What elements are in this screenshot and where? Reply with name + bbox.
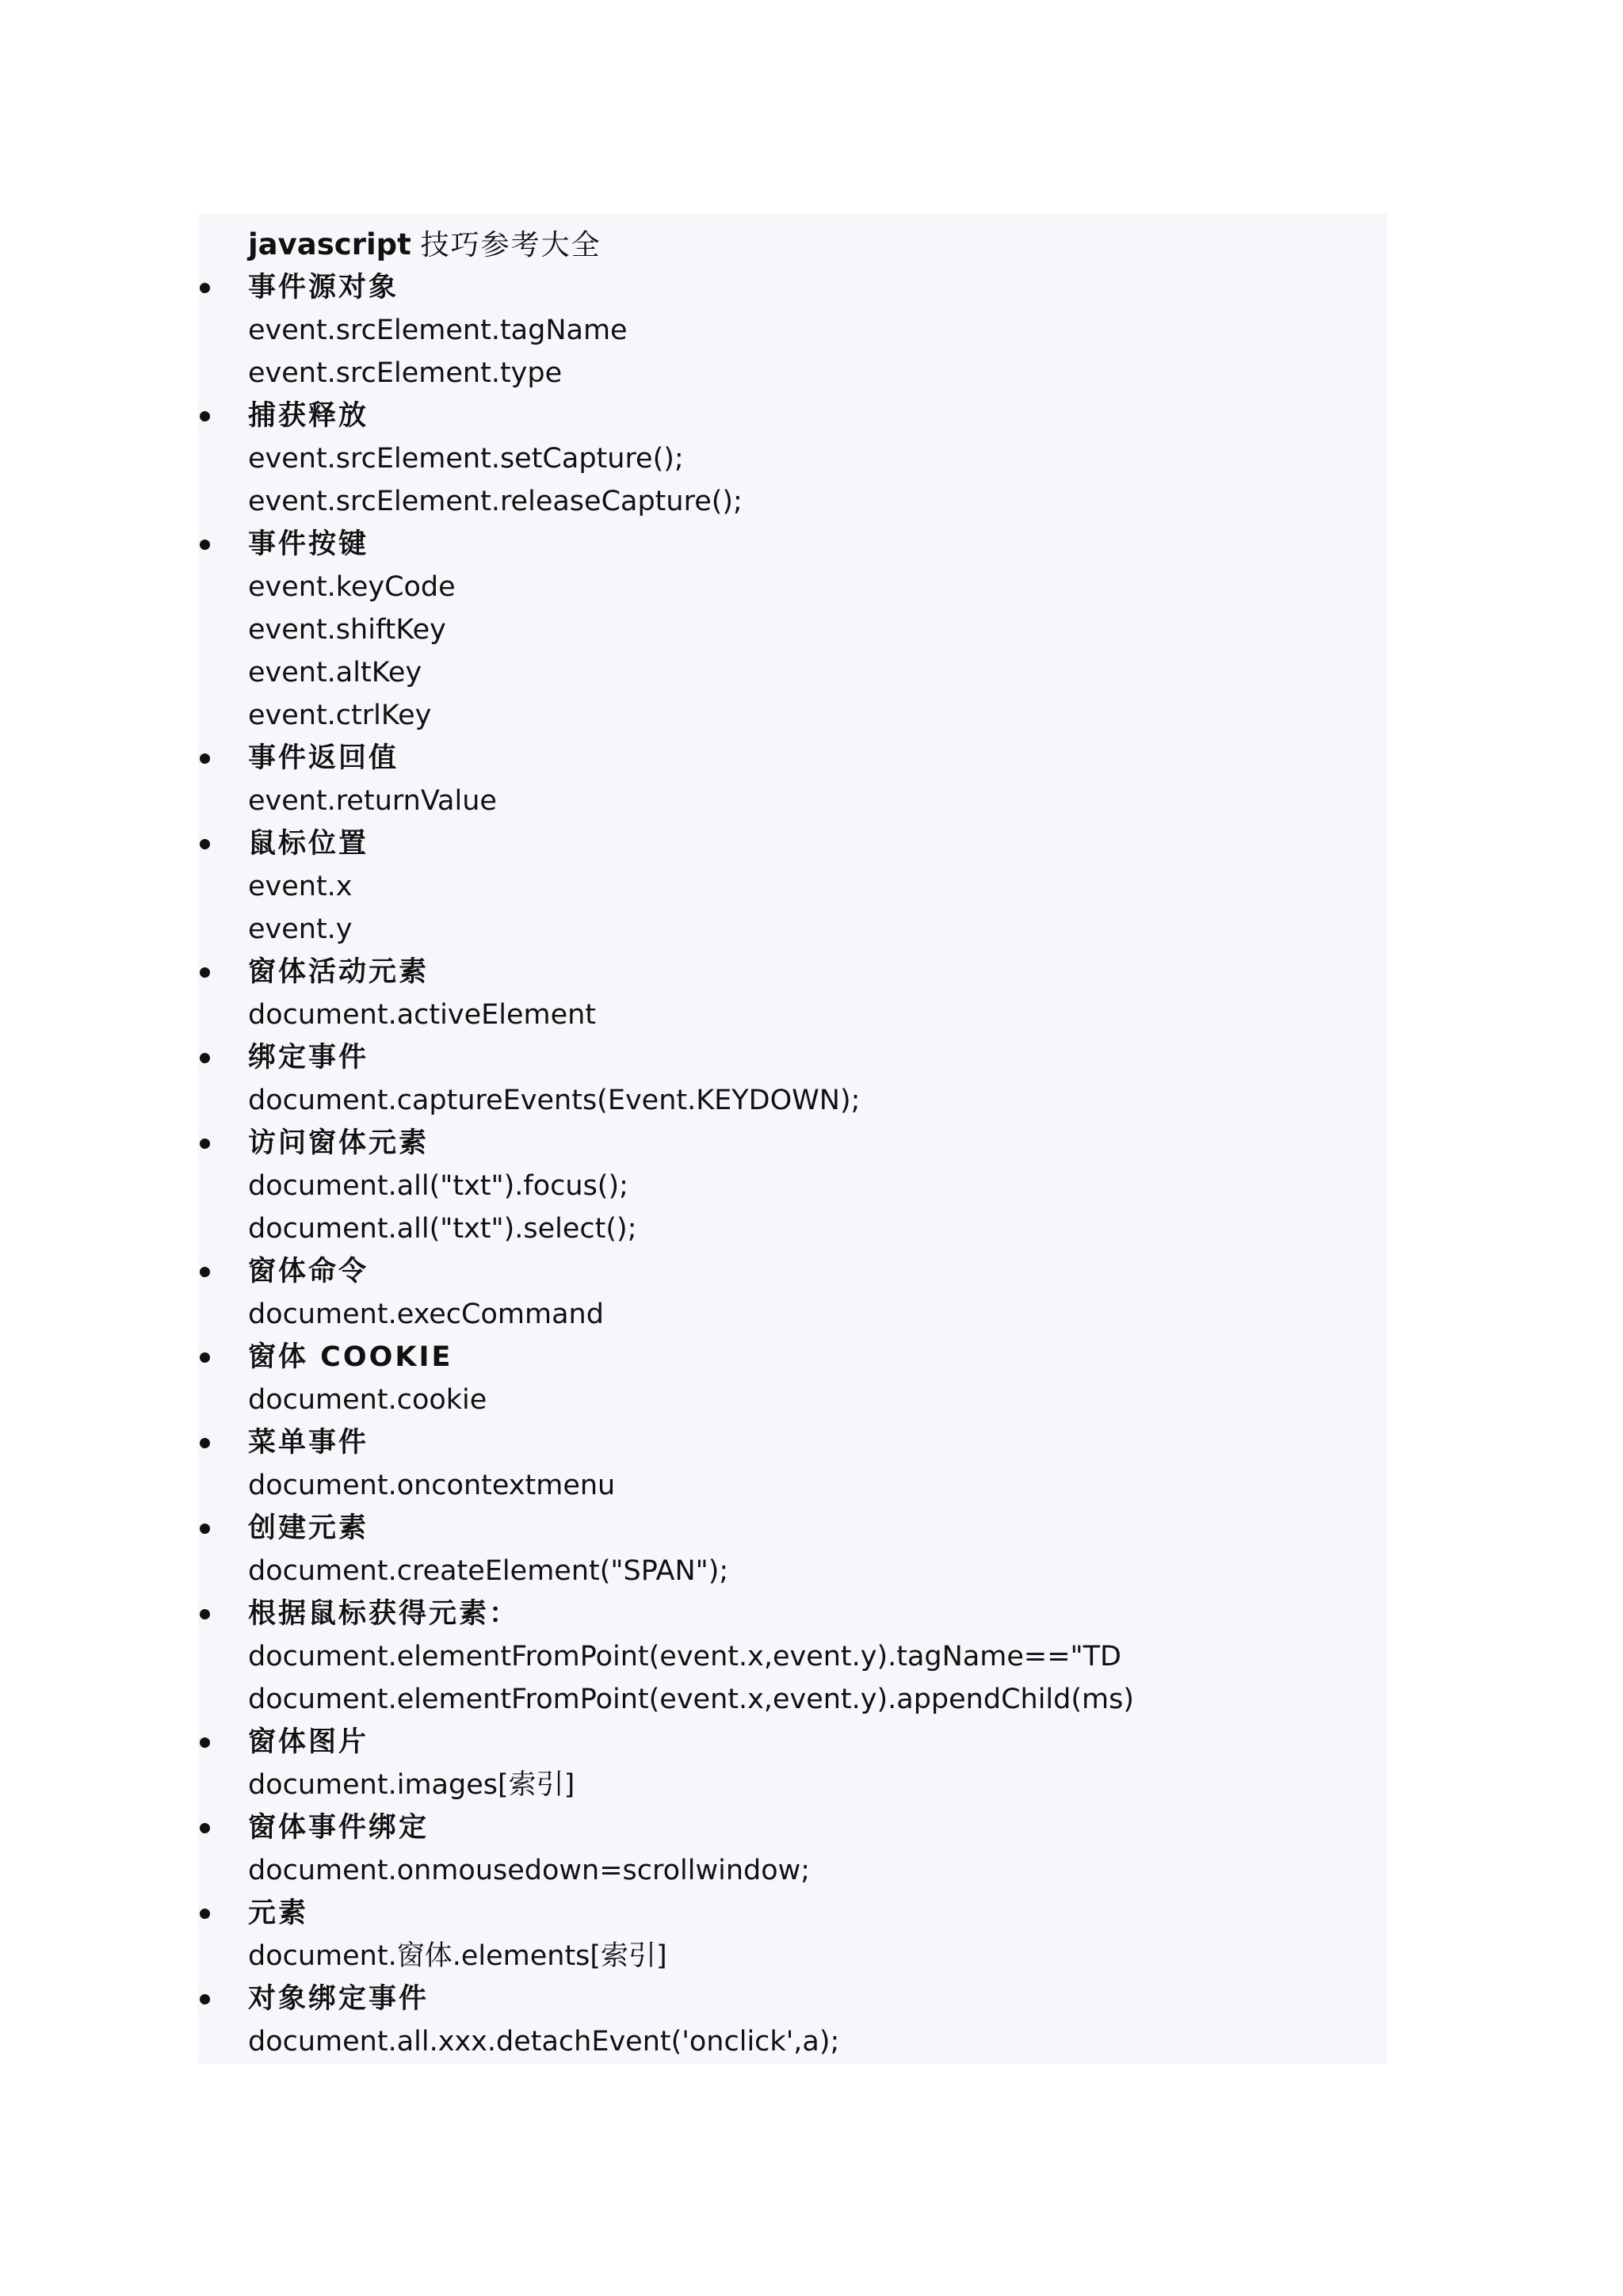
code-line: event.altKey bbox=[248, 657, 422, 688]
bullet-icon bbox=[200, 1138, 210, 1149]
section-heading-text: 事件源对象 bbox=[248, 272, 399, 303]
code-line: event.srcElement.setCapture(); bbox=[248, 443, 684, 475]
section-heading-text: 绑定事件 bbox=[248, 1042, 369, 1074]
list-item bbox=[0, 1250, 1623, 1336]
bullet-icon bbox=[200, 1438, 210, 1448]
section-heading bbox=[0, 822, 1623, 865]
code-line: document.elementFromPoint(event.x,event.y).tagName=="TD bbox=[248, 1641, 1121, 1672]
section-heading bbox=[0, 1421, 1623, 1464]
section-heading-text: 窗体活动元素 bbox=[248, 956, 430, 988]
bullet-icon bbox=[200, 1823, 210, 1833]
code-line: document.all("txt").focus(); bbox=[248, 1170, 628, 1202]
bullet-icon bbox=[200, 1053, 210, 1063]
list-item bbox=[0, 266, 1623, 395]
code-line: document.execCommand bbox=[248, 1299, 604, 1330]
code-line: event.srcElement.releaseCapture(); bbox=[248, 486, 743, 517]
list-item bbox=[0, 1036, 1623, 1122]
code-line: document.onmousedown=scrollwindow; bbox=[248, 1855, 811, 1886]
list-item bbox=[0, 1336, 1623, 1421]
list-item bbox=[0, 1978, 1623, 2063]
code-line: document.all.xxx.detachEvent('onclick',a); bbox=[248, 2026, 840, 2058]
list-item bbox=[0, 1507, 1623, 1592]
list-item bbox=[0, 1421, 1623, 1507]
list-item bbox=[0, 1592, 1623, 1721]
code-line: event.ctrlKey bbox=[248, 700, 432, 731]
section-heading-text: 菜单事件 bbox=[248, 1427, 369, 1459]
code-line: event.shiftKey bbox=[248, 614, 446, 646]
section-heading-text: 根据鼠标获得元素： bbox=[248, 1598, 520, 1630]
section-heading bbox=[0, 737, 1623, 780]
section-heading-text: 鼠标位置 bbox=[248, 828, 369, 860]
section-heading bbox=[0, 1978, 1623, 2020]
bullet-icon bbox=[200, 283, 210, 293]
list-item bbox=[0, 822, 1623, 951]
section-heading-text: 窗体命令 bbox=[248, 1256, 369, 1287]
list-item bbox=[0, 1892, 1623, 1978]
code-line: document.all("txt").select(); bbox=[248, 1213, 637, 1245]
bullet-icon bbox=[200, 839, 210, 849]
section-heading-text: 窗体 COOKIE bbox=[248, 1341, 453, 1373]
code-line: document.createElement("SPAN"); bbox=[248, 1555, 729, 1587]
bullet-icon bbox=[200, 1737, 210, 1748]
bullet-icon bbox=[200, 1524, 210, 1534]
code-line: event.y bbox=[248, 913, 353, 945]
bullet-icon bbox=[200, 1267, 210, 1277]
bullet-icon bbox=[200, 1909, 210, 1919]
section-heading-text: 事件按键 bbox=[248, 528, 369, 560]
code-line: event.x bbox=[248, 871, 353, 902]
section-heading-text: 事件返回值 bbox=[248, 742, 399, 774]
section-heading-text: 创建元素 bbox=[248, 1512, 369, 1544]
section-heading bbox=[0, 523, 1623, 566]
code-line: event.srcElement.type bbox=[248, 357, 563, 389]
code-line: document.images[索引] bbox=[248, 1769, 575, 1801]
section-heading bbox=[0, 1122, 1623, 1165]
bullet-icon bbox=[200, 540, 210, 550]
section-heading bbox=[0, 1721, 1623, 1764]
list-item bbox=[0, 1122, 1623, 1250]
section-heading bbox=[0, 1336, 1623, 1379]
section-heading-text: 对象绑定事件 bbox=[248, 1983, 430, 2015]
bullet-icon bbox=[200, 967, 210, 978]
section-heading bbox=[0, 1250, 1623, 1293]
section-heading bbox=[0, 266, 1623, 309]
section-heading bbox=[0, 1806, 1623, 1849]
section-heading bbox=[0, 395, 1623, 437]
code-line: document.activeElement bbox=[248, 999, 597, 1031]
section-heading-text: 捕获释放 bbox=[248, 400, 369, 432]
section-heading-text: 窗体事件绑定 bbox=[248, 1812, 430, 1844]
section-heading bbox=[0, 1507, 1623, 1550]
bullet-icon bbox=[200, 1994, 210, 2004]
code-line: document.elementFromPoint(event.x,event.y).appendChild(ms) bbox=[248, 1684, 1135, 1715]
document-title-zh: 技巧参考大全 bbox=[420, 229, 601, 261]
code-line: document.oncontextmenu bbox=[248, 1470, 616, 1501]
document-title bbox=[248, 223, 1623, 266]
section-heading bbox=[0, 951, 1623, 994]
section-heading-text: 访问窗体元素 bbox=[248, 1127, 430, 1159]
section-heading-text: 窗体图片 bbox=[248, 1726, 369, 1758]
list-item bbox=[0, 523, 1623, 737]
bullet-icon bbox=[200, 411, 210, 421]
section-heading bbox=[0, 1036, 1623, 1079]
bullet-icon bbox=[200, 1352, 210, 1363]
code-line: event.returnValue bbox=[248, 785, 497, 817]
bullet-icon bbox=[200, 753, 210, 764]
list-item bbox=[0, 951, 1623, 1036]
section-list bbox=[0, 266, 1623, 2063]
code-line: document.窗体.elements[索引] bbox=[248, 1940, 667, 1972]
section-heading bbox=[0, 1892, 1623, 1935]
list-item bbox=[0, 737, 1623, 822]
section-heading bbox=[0, 1592, 1623, 1635]
list-item bbox=[0, 1806, 1623, 1892]
code-line: document.cookie bbox=[248, 1384, 487, 1416]
document-title-en: javascript bbox=[248, 227, 411, 261]
code-line: event.keyCode bbox=[248, 571, 456, 603]
list-item bbox=[0, 395, 1623, 523]
code-line: event.srcElement.tagName bbox=[248, 315, 628, 346]
document-body bbox=[0, 223, 1623, 2063]
list-item bbox=[0, 1721, 1623, 1806]
code-line: document.captureEvents(Event.KEYDOWN); bbox=[248, 1085, 861, 1116]
section-heading-text: 元素 bbox=[248, 1897, 309, 1929]
bullet-icon bbox=[200, 1609, 210, 1619]
